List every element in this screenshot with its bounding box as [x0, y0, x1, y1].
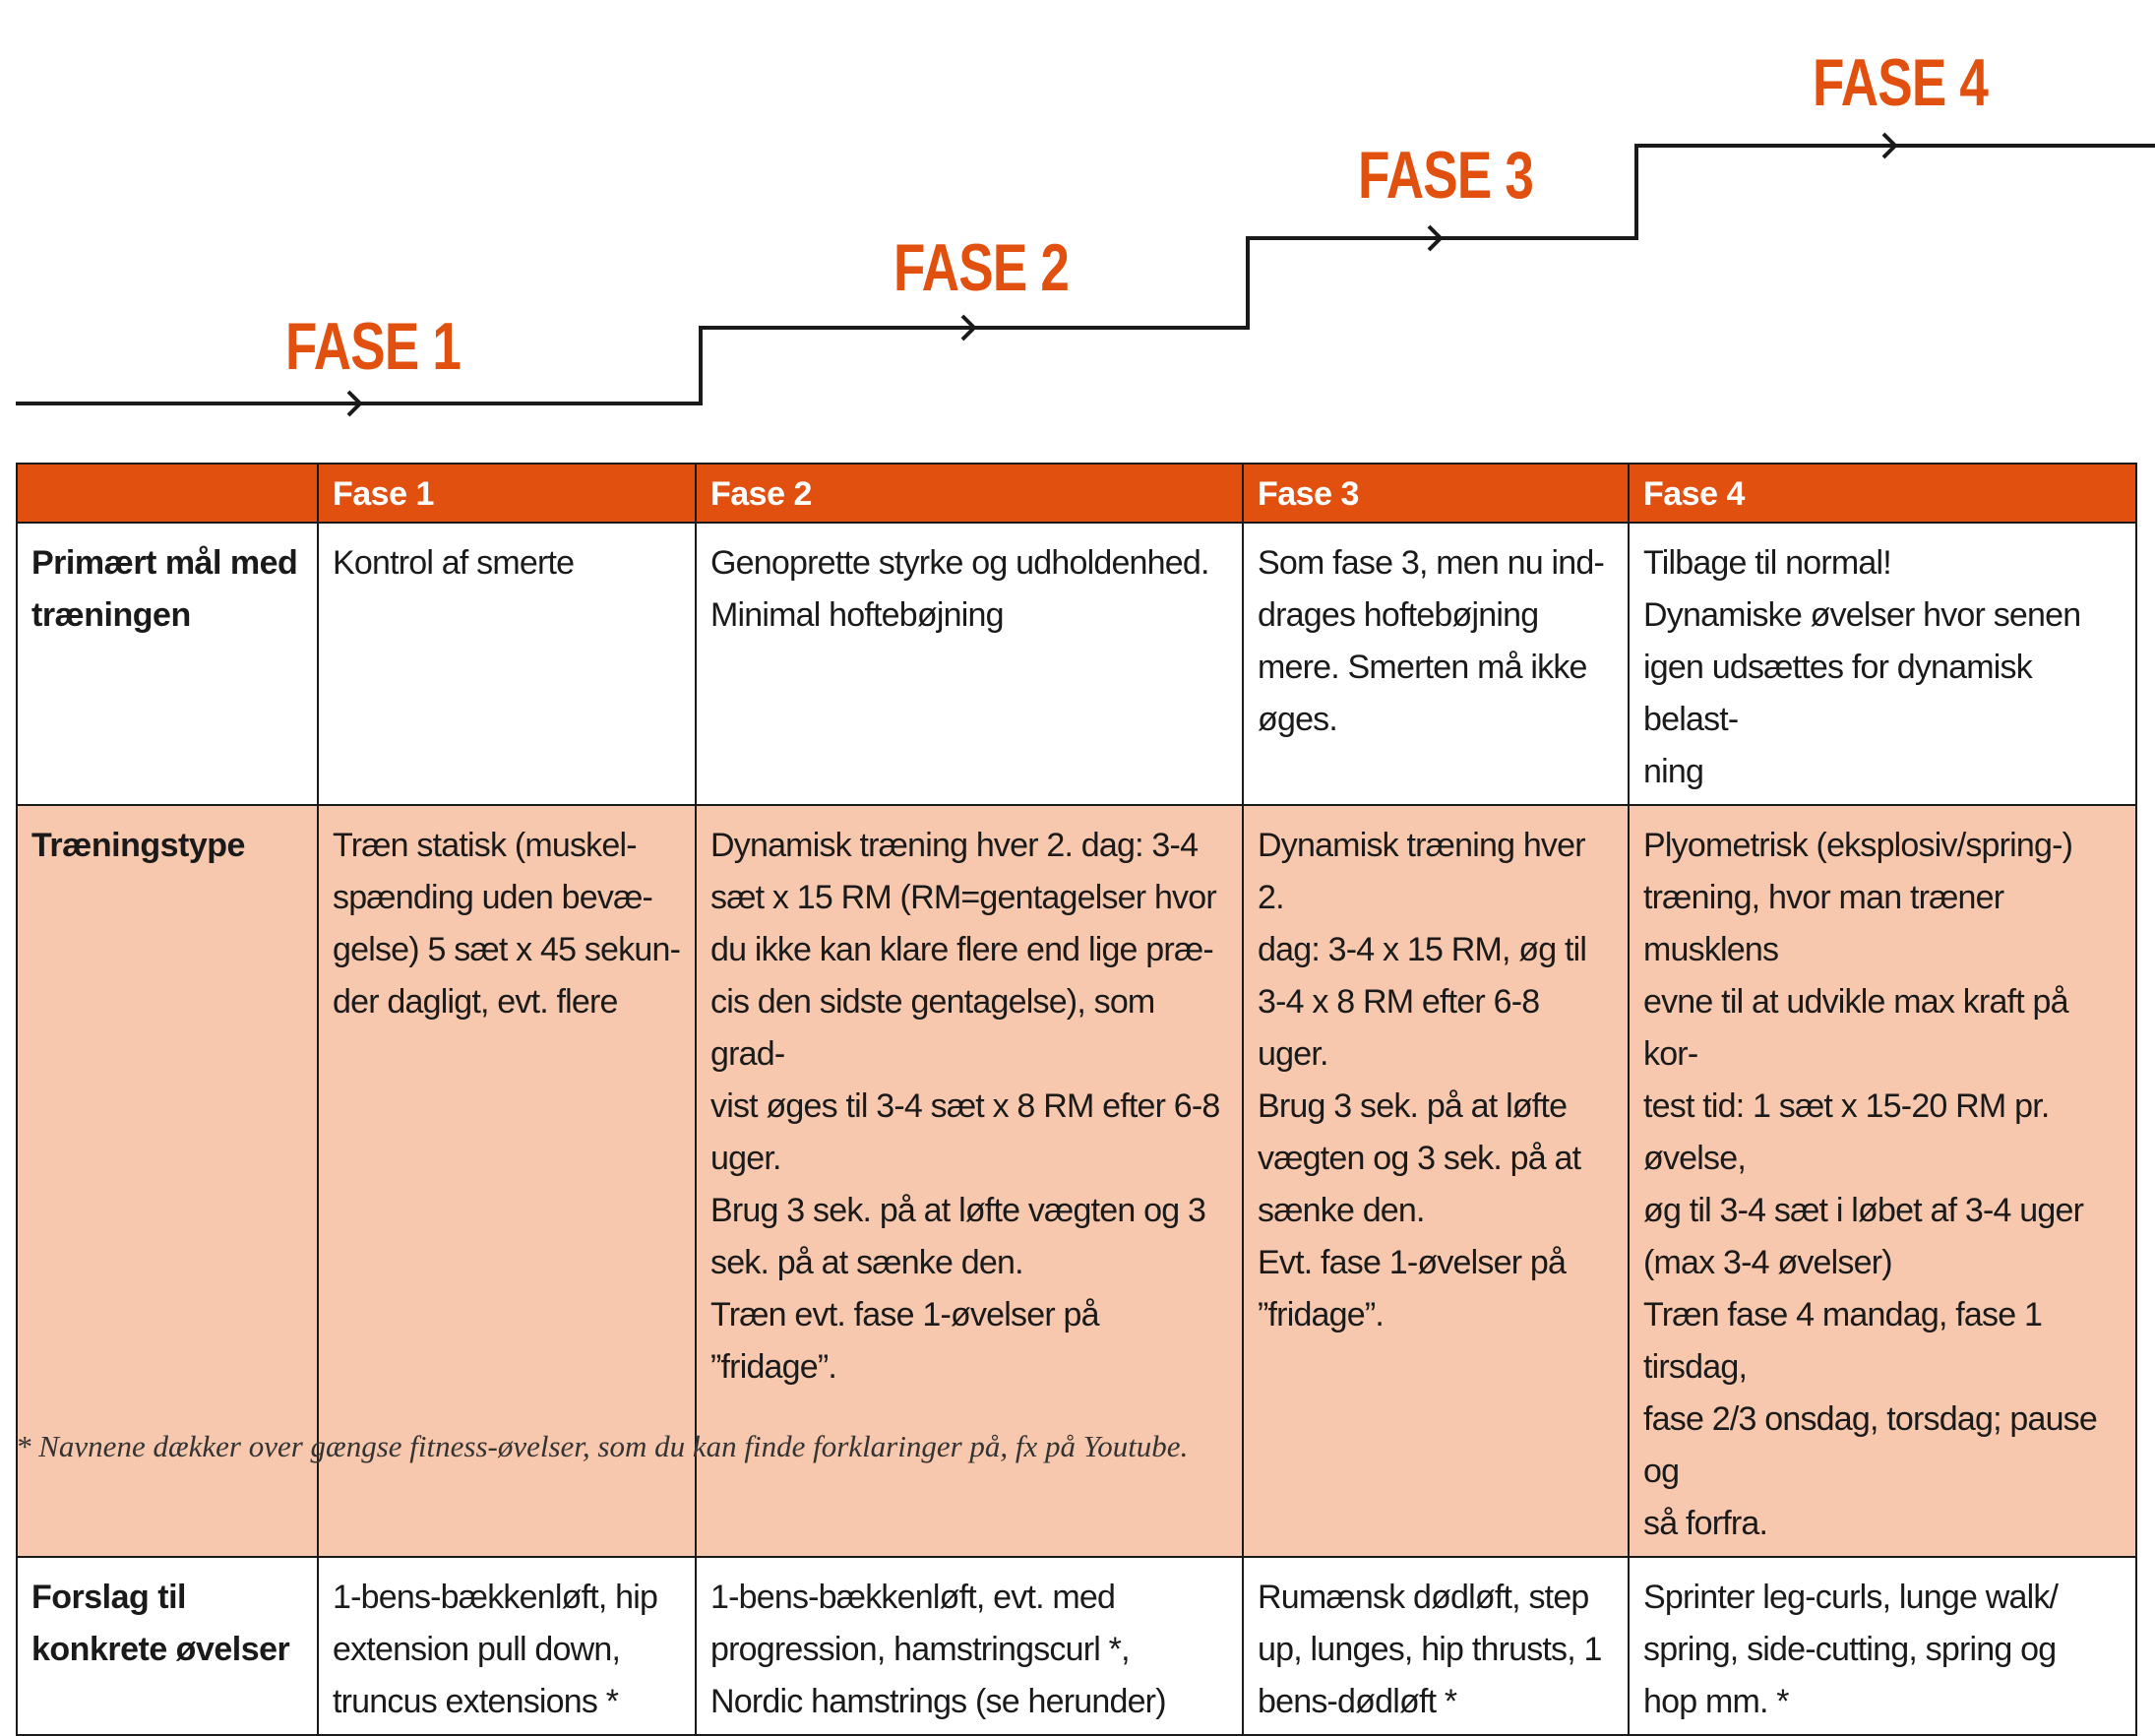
phase-1-title: FASE 1 — [285, 309, 462, 384]
phase-staircase-diagram — [0, 0, 2155, 453]
table-cell: Dynamisk træning hver 2. dag: 3-4 x 15 RM, øg til 3-4 x 8 RM efter 6-8 uger. Brug 3 sek. på at løfte vægten og 3 sek. på at sænke den. Evt. fase 1-øvelser på ”fridage”. — [1243, 805, 1629, 1557]
header-cell-empty — [17, 464, 318, 523]
row-label-training-type: Træningstype — [17, 805, 318, 1557]
table-cell: Dynamisk træning hver 2. dag: 3-4 sæt x 15 RM (RM=gentagelser hvor du ikke kan klare flere end lige præ- cis den sidste gentagelse), som grad- vist øges til 3-4 sæt x 8 RM efter 6-8 uger. Brug 3 sek. på at løfte vægten og 3 sek. på at sænke den. Træn evt. fase 1-øvelser på ”fridage”. — [696, 805, 1243, 1557]
phase-4-title: FASE 4 — [1813, 45, 1989, 120]
phase-3-title: FASE 3 — [1358, 138, 1534, 213]
training-phases-table — [16, 463, 2137, 1736]
phase-2-title: FASE 2 — [893, 230, 1070, 305]
header-cell-fase-4: Fase 4 — [1629, 464, 2136, 523]
table-row — [17, 1557, 2136, 1735]
header-cell-fase-3: Fase 3 — [1243, 464, 1629, 523]
footnote: * Navnene dækker over gængse fitness-øvelser, som du kan finde forklaringer på, fx på Youtube. — [16, 1429, 1189, 1463]
table-cell: Tilbage til normal! Dynamiske øvelser hvor senen igen udsættes for dynamisk belast- ning — [1629, 523, 2136, 805]
table-cell: Genoprette styrke og udholdenhed. Minimal hoftebøjning — [696, 523, 1243, 805]
header-cell-fase-1: Fase 1 — [318, 464, 696, 523]
table-cell: Rumænsk dødløft, step up, lunges, hip thrusts, 1 bens-dødløft * — [1243, 1557, 1629, 1735]
table-cell: Kontrol af smerte — [318, 523, 696, 805]
table-cell: Sprinter leg-curls, lunge walk/ spring, side-cutting, spring og hop mm. * — [1629, 1557, 2136, 1735]
table-cell: 1-bens-bækkenløft, hip extension pull down, truncus extensions * — [318, 1557, 696, 1735]
row-label-goal: Primært mål med træningen — [17, 523, 318, 805]
table-cell: 1-bens-bækkenløft, evt. med progression, hamstringscurl *, Nordic hamstrings (se herunder) — [696, 1557, 1243, 1735]
table-row — [17, 523, 2136, 805]
row-label-exercises: Forslag til konkrete øvelser — [17, 1557, 318, 1735]
table-cell: Træn statisk (muskel- spænding uden bevæ- gelse) 5 sæt x 45 sekun- der dagligt, evt. flere — [318, 805, 696, 1557]
table-cell: Som fase 3, men nu ind- drages hoftebøjning mere. Smerten må ikke øges. — [1243, 523, 1629, 805]
table-cell: Plyometrisk (eksplosiv/spring-) træning, hvor man træner musklens evne til at udvikle max kraft på kor- test tid: 1 sæt x 15-20 RM pr. øvelse, øg til 3-4 sæt i løbet af 3-4 uger (max 3-4 øvelser) Træn fase 4 mandag, fase 1 tirsdag, fase 2/3 onsdag, torsdag; pause og så forfra. — [1629, 805, 2136, 1557]
header-cell-fase-2: Fase 2 — [696, 464, 1243, 523]
table-header-row — [17, 464, 2136, 523]
